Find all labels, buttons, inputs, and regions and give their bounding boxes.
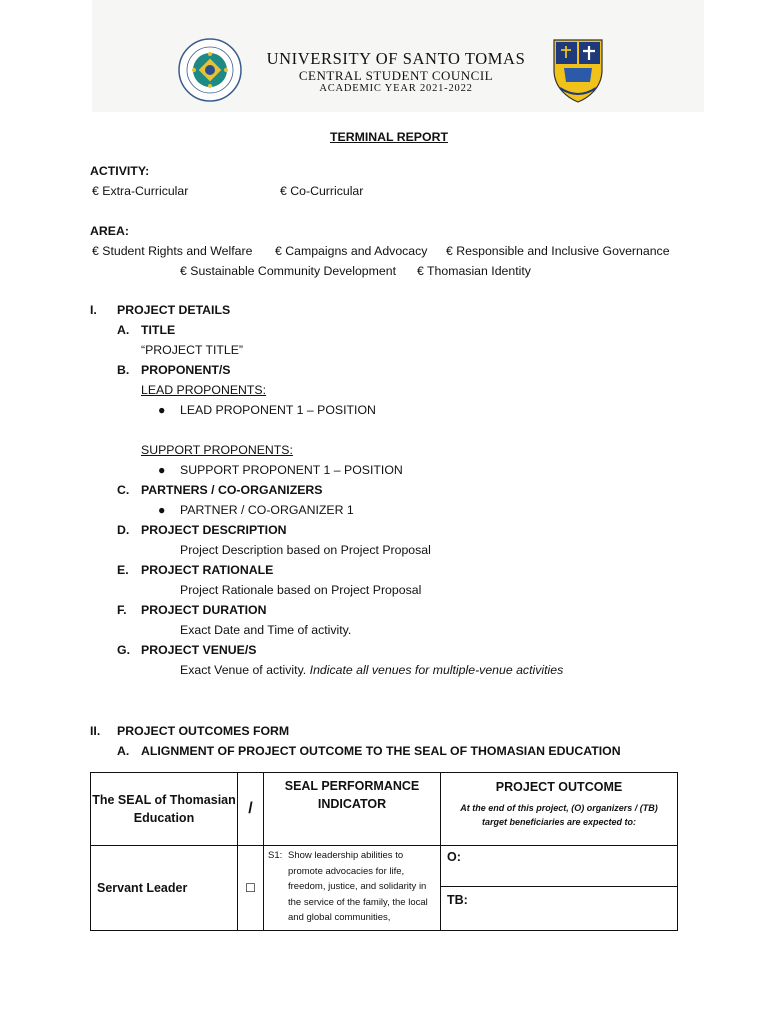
support-proponents-label: SUPPORT PROPONENTS: xyxy=(141,443,293,457)
section-2-number: II. xyxy=(90,724,101,738)
section-2-title: PROJECT OUTCOMES FORM xyxy=(117,724,290,738)
indicator-text: Show leadership abilities to promote advocacies for life, freedom, justice, and solidarity in the service of the family, the local and global communities, xyxy=(288,850,428,923)
organizers-outcome-field[interactable]: O: xyxy=(441,846,677,887)
section-2a-title: ALIGNMENT OF PROJECT OUTCOME TO THE SEAL OF THOMASIAN EDUCATION xyxy=(141,744,621,758)
activity-option-co-curricular[interactable]: € Co-Curricular xyxy=(280,184,364,198)
project-description-value: Project Description based on Project Proposal xyxy=(180,543,431,557)
item-d-letter: D. xyxy=(117,523,130,537)
item-c-label: PARTNERS / CO-ORGANIZERS xyxy=(141,483,323,497)
project-venue-value xyxy=(180,663,563,678)
header-slash: / xyxy=(238,773,264,846)
indicator-code: S1: xyxy=(268,850,283,861)
university-seal-logo xyxy=(176,36,244,104)
header-seal: The SEAL of Thomasian Education xyxy=(91,773,238,846)
seal-alignment-table xyxy=(90,772,678,931)
outcome-note: At the end of this project, (O) organizers / (TB) target beneficiaries are expected to: xyxy=(460,803,658,827)
support-proponent-item: SUPPORT PROPONENT 1 – POSITION xyxy=(180,463,403,477)
activity-option-extra-curricular[interactable]: € Extra-Curricular xyxy=(92,184,189,198)
venue-text: Exact Venue of activity. xyxy=(180,663,307,677)
section-2a-letter: A. xyxy=(117,744,130,758)
header-outcome xyxy=(441,773,678,846)
council-crest-logo xyxy=(550,36,606,104)
area-option-student-rights[interactable]: € Student Rights and Welfare xyxy=(92,244,253,258)
item-f-label: PROJECT DURATION xyxy=(141,603,267,617)
bullet-icon: ● xyxy=(158,463,166,477)
project-title-value: “PROJECT TITLE” xyxy=(141,343,244,357)
item-b-label: PROPONENT/S xyxy=(141,363,231,377)
item-b-letter: B. xyxy=(117,363,130,377)
table-row xyxy=(91,846,678,931)
item-d-label: PROJECT DESCRIPTION xyxy=(141,523,287,537)
seal-checkbox[interactable]: ☐ xyxy=(238,846,264,931)
area-option-thomasian-identity[interactable]: € Thomasian Identity xyxy=(417,264,531,278)
item-e-label: PROJECT RATIONALE xyxy=(141,563,274,577)
bullet-icon: ● xyxy=(158,403,166,417)
project-duration-value: Exact Date and Time of activity. xyxy=(180,623,352,637)
report-title: TERMINAL REPORT xyxy=(330,130,448,144)
item-e-letter: E. xyxy=(117,563,129,577)
area-option-campaigns[interactable]: € Campaigns and Advocacy xyxy=(275,244,428,258)
academic-year: ACADEMIC YEAR 2021-2022 xyxy=(319,83,473,94)
beneficiaries-outcome-field[interactable]: TB: xyxy=(447,893,468,907)
lead-proponents-label: LEAD PROPONENTS: xyxy=(141,383,267,397)
item-a-label: TITLE xyxy=(141,323,176,337)
section-1-title: PROJECT DETAILS xyxy=(117,303,231,317)
item-g-label: PROJECT VENUE/S xyxy=(141,643,257,657)
section-1-number: I. xyxy=(90,303,97,317)
item-a-letter: A. xyxy=(117,323,130,337)
area-label: AREA: xyxy=(90,224,129,238)
activity-label: ACTIVITY: xyxy=(90,164,150,178)
lead-proponent-item: LEAD PROPONENT 1 – POSITION xyxy=(180,403,376,417)
letterhead-text xyxy=(260,50,532,95)
table-header-row xyxy=(91,773,678,846)
bullet-icon: ● xyxy=(158,503,166,517)
indicator-cell xyxy=(264,846,441,931)
seal-name: Servant Leader xyxy=(91,846,238,931)
outcome-title: PROJECT OUTCOME xyxy=(495,780,623,794)
area-option-governance[interactable]: € Responsible and Inclusive Governance xyxy=(446,244,670,258)
area-option-community-development[interactable]: € Sustainable Community Development xyxy=(180,264,396,278)
university-name: UNIVERSITY OF SANTO TOMAS xyxy=(266,49,526,68)
council-name: CENTRAL STUDENT COUNCIL xyxy=(298,68,494,83)
header-indicator: SEAL PERFORMANCE INDICATOR xyxy=(264,773,441,846)
venue-note: Indicate all venues for multiple-venue activities xyxy=(309,663,564,677)
item-g-letter: G. xyxy=(117,643,130,657)
outcome-cell xyxy=(441,846,678,931)
partner-item: PARTNER / CO-ORGANIZER 1 xyxy=(180,503,354,517)
item-c-letter: C. xyxy=(117,483,130,497)
project-rationale-value: Project Rationale based on Project Proposal xyxy=(180,583,422,597)
item-f-letter: F. xyxy=(117,603,127,617)
